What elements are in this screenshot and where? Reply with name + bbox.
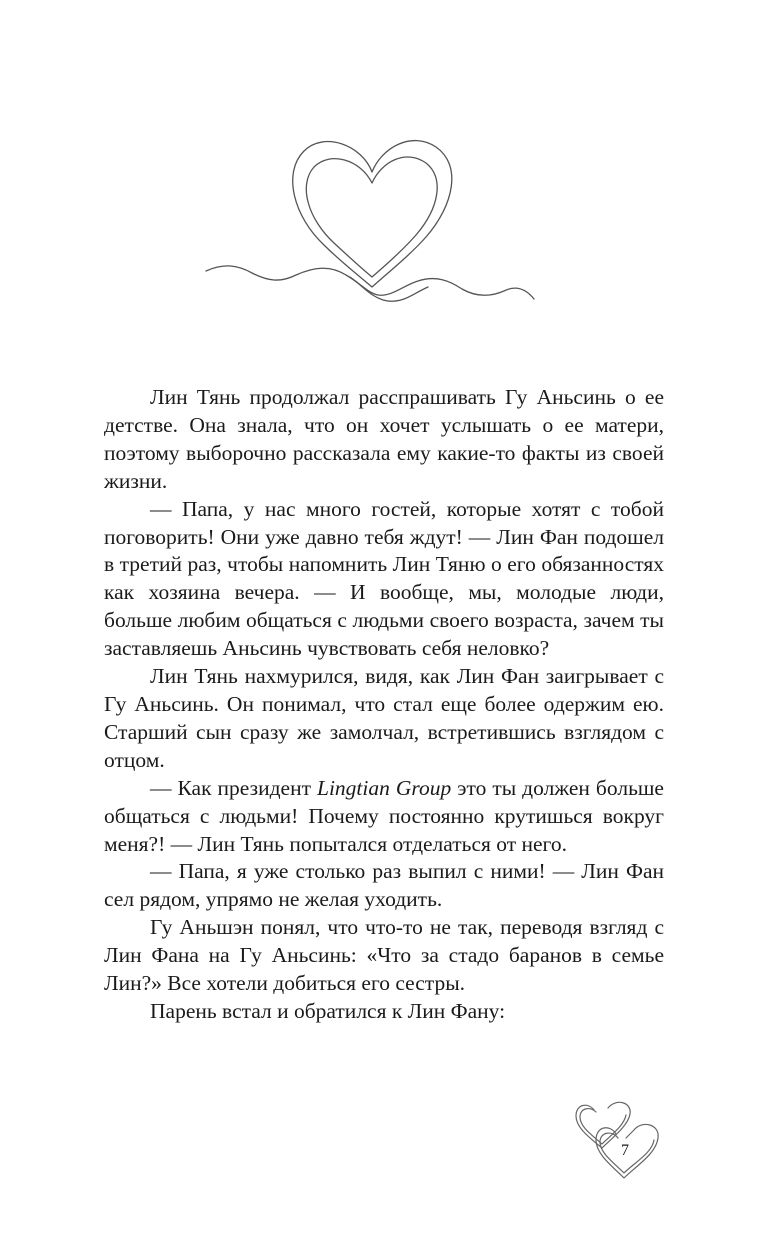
page-body [104, 384, 664, 1026]
paragraph [104, 775, 664, 859]
paragraph-text: — Как президент [150, 775, 317, 800]
paragraph-text: это ты должен больше общаться с людьми! Почему постоянно крутишься вокруг меня?! — Лин Тянь попытался отделаться от него. [104, 775, 664, 856]
wave-line [206, 266, 534, 299]
paragraph: Гу Аньшэн понял, что что-то не так, переводя взгляд с Лин Фана на Гу Аньсинь: «Что за стадо баранов в семье Лин?» Все хотели добиться его сестры. [104, 915, 664, 996]
heart-outer-stroke [293, 141, 452, 287]
paragraph: Лин Тянь нахмурился, видя, как Лин Фан заигрывает с Гу Аньсинь. Он понимал, что стал еще более одержим ею. Старший сын сразу же замолчал, встретившись взглядом с отцом. [104, 664, 664, 772]
company-name: Lingtian Group [317, 775, 452, 800]
paragraph: — Папа, у нас много гостей, которые хотят с тобой поговорить! Они уже давно тебя ждут! — Лин Фан подошел в третий раз, чтобы напомнить Лин Тяню о его обязанностях как хозяина вечера. — И вообще, мы, молодые люди, больше любим общаться с людьми своего возраста, зачем ты заставляешь Аньсинь чувствовать себя неловко? [104, 496, 664, 661]
heart-inner-stroke [306, 157, 437, 277]
paragraph: — Папа, я уже столько раз выпил с ними! — Лин Фан сел рядом, упрямо не желая уходить. [104, 859, 664, 912]
wave-line-2 [350, 277, 428, 301]
page-number: 7 [621, 1142, 629, 1159]
paragraph: Парень встал и обратился к Лин Фану: [150, 998, 506, 1023]
double-heart-icon [572, 1098, 664, 1182]
paragraph: Лин Тянь продолжал расспрашивать Гу Аньсинь о ее детстве. Она знала, что он хочет услышать о ее матери, поэтому выборочно рассказала ему какие-то факты из своей жизни. [104, 385, 664, 493]
heart-wave-ornament-icon [200, 125, 540, 310]
